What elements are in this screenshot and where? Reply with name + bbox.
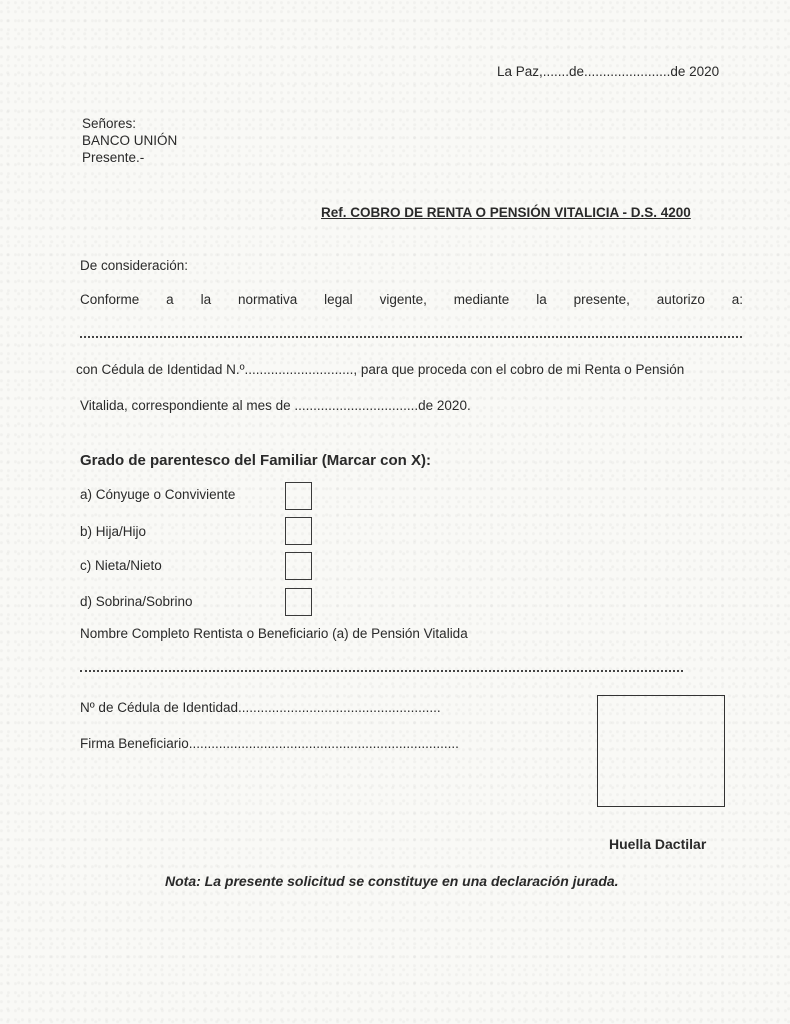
- auth-word: autorizo: [656, 292, 705, 307]
- reference-title: Ref. COBRO DE RENTA O PENSIÓN VITALICIA - D.S. 4200: [321, 205, 691, 220]
- authorization-sentence: [80, 292, 743, 307]
- option-label-child: b) Hija/Hijo: [80, 524, 147, 539]
- checkbox-grandchild[interactable]: [285, 552, 312, 580]
- auth-word: legal: [324, 292, 353, 307]
- beneficiary-name-label: Nombre Completo Rentista o Beneficiario (a) de Pensión Vitalida: [80, 626, 468, 641]
- fingerprint-label: Huella Dactilar: [609, 836, 707, 852]
- auth-word: vigente,: [379, 292, 427, 307]
- fingerprint-box[interactable]: [597, 695, 725, 807]
- month-line[interactable]: Vitalida, correspondiente al mes de .................................de 2020.: [80, 398, 471, 413]
- addressee-block: [82, 115, 177, 166]
- cedula-line[interactable]: con Cédula de Identidad N.º............................., para que proceda con el cobro de mi Renta o Pensión: [76, 362, 685, 377]
- auth-word: Conforme: [80, 292, 140, 307]
- auth-word: mediante: [453, 292, 510, 307]
- auth-word: a: [166, 292, 174, 307]
- beneficiary-ci-field[interactable]: Nº de Cédula de Identidad......................................................: [80, 700, 441, 715]
- sworn-declaration-note: Nota: La presente solicitud se constituye en una declaración jurada.: [165, 873, 619, 889]
- auth-word: la: [536, 292, 547, 307]
- checkbox-child[interactable]: [285, 517, 312, 545]
- auth-word: la: [200, 292, 212, 307]
- option-label-spouse: a) Cónyuge o Conviviente: [80, 487, 236, 502]
- checkbox-spouse[interactable]: [285, 482, 312, 510]
- date-line: La Paz,.......de.......................de 2020: [497, 64, 720, 79]
- authorized-person-name-field[interactable]: [80, 336, 742, 338]
- auth-word: presente,: [573, 292, 630, 307]
- addressee-line-1: Señores:: [82, 116, 137, 131]
- addressee-line-2: BANCO UNIÓN: [82, 133, 178, 148]
- relationship-title: Grado de parentesco del Familiar (Marcar con X):: [80, 452, 431, 469]
- addressee-line-3: Presente.-: [82, 150, 145, 165]
- greeting: De consideración:: [80, 258, 189, 273]
- beneficiary-name-field[interactable]: [80, 670, 683, 672]
- option-label-niece-nephew: d) Sobrina/Sobrino: [80, 594, 193, 609]
- beneficiary-signature-field[interactable]: Firma Beneficiario........................................................................: [80, 736, 459, 751]
- auth-word: normativa: [237, 292, 298, 307]
- auth-word: a:: [731, 292, 743, 307]
- option-label-grandchild: c) Nieta/Nieto: [80, 558, 162, 573]
- checkbox-niece-nephew[interactable]: [285, 588, 312, 616]
